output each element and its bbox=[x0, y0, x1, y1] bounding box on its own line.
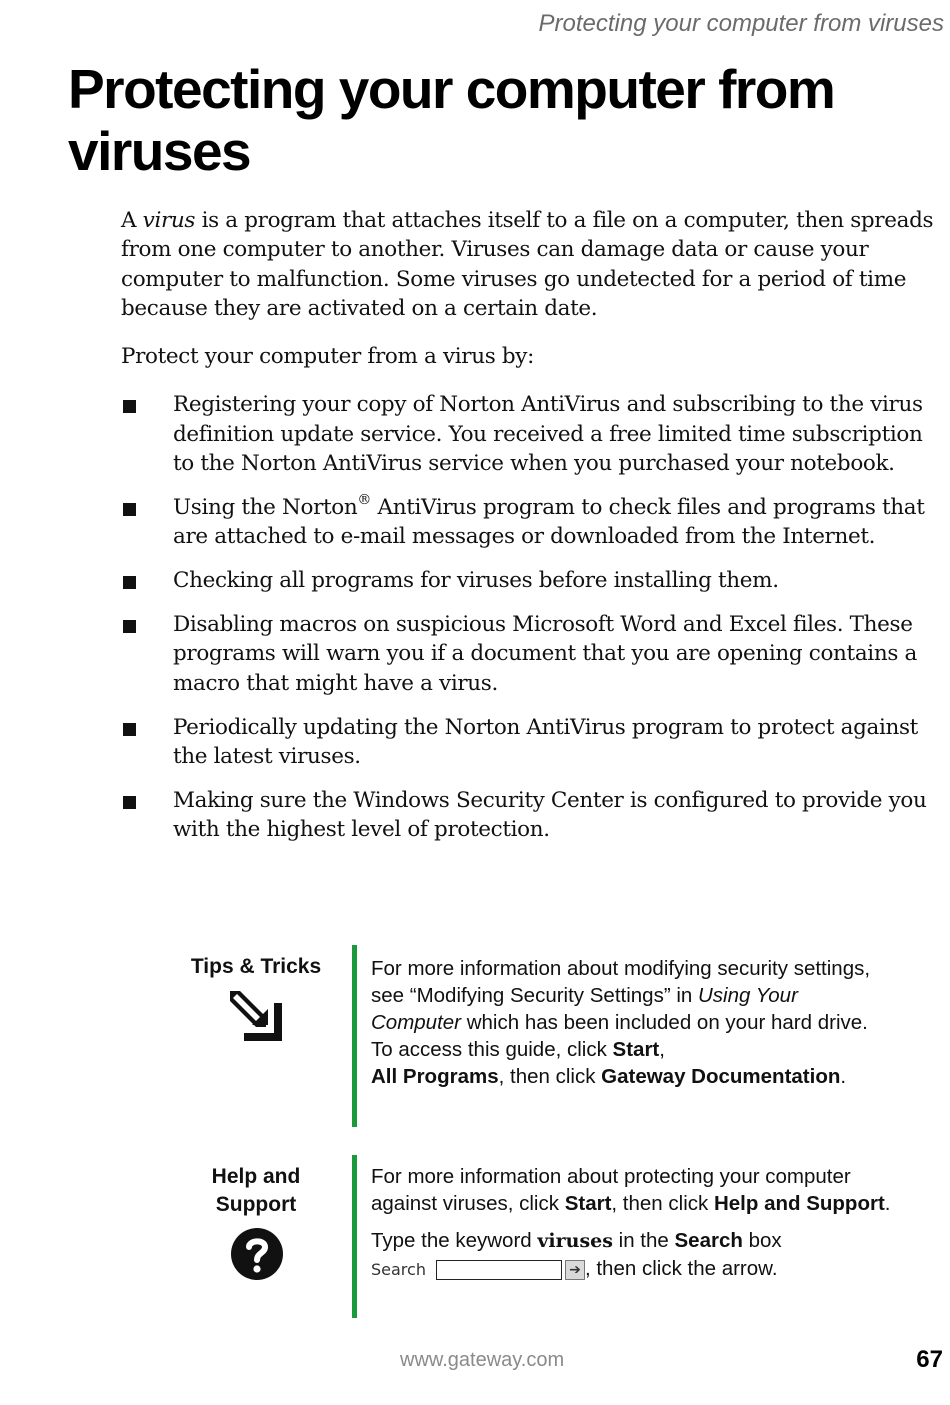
then-click-arrow: , then click the arrow. bbox=[584, 1257, 778, 1280]
list-item bbox=[121, 390, 941, 478]
intro-paragraph bbox=[121, 206, 941, 323]
tips-comma: , bbox=[659, 1038, 665, 1061]
list-item bbox=[121, 713, 941, 772]
list-item-text: AntiVirus program to check files and programs that are attached to e-mail messages or downloaded from the Internet. bbox=[173, 494, 925, 550]
tips-gateway-documentation: Gateway Documentation bbox=[601, 1065, 841, 1088]
square-bullet-icon bbox=[123, 400, 136, 413]
search-widget-illustration bbox=[371, 1256, 585, 1283]
type-lead: Type the keyword bbox=[371, 1229, 538, 1252]
list-item bbox=[121, 566, 941, 595]
square-bullet-icon bbox=[123, 503, 136, 516]
square-bullet-icon bbox=[123, 796, 136, 809]
help-text-2: , then click bbox=[611, 1192, 714, 1215]
list-item-text: Making sure the Windows Security Center is configured to provide you with the highest level of protection. bbox=[173, 787, 927, 843]
help-text bbox=[371, 1163, 891, 1293]
list-item bbox=[121, 493, 941, 552]
tips-text bbox=[371, 955, 891, 1090]
registered-mark: ® bbox=[357, 491, 372, 508]
list-item-text: Disabling macros on suspicious Microsoft Word and Excel files. These programs will warn you if a document that you are opening contains a macro that might have a virus. bbox=[173, 612, 917, 696]
tips-callout bbox=[0, 945, 950, 1130]
tips-label: Tips & Tricks bbox=[190, 955, 322, 978]
title-line-2: viruses bbox=[68, 120, 251, 182]
help-label: Help and Support bbox=[211, 1165, 301, 1216]
help-start: Start bbox=[564, 1192, 612, 1215]
help-callout bbox=[0, 1155, 950, 1320]
square-bullet-icon bbox=[123, 723, 136, 736]
body-text bbox=[121, 206, 941, 859]
protection-list bbox=[121, 390, 941, 844]
protect-lead: Protect your computer from a virus by: bbox=[121, 344, 534, 370]
tips-text-3: , then click bbox=[498, 1065, 602, 1088]
running-header: Protecting your computer from viruses bbox=[538, 10, 944, 37]
page-number: 67 bbox=[916, 1346, 943, 1373]
search-bold-label: Search bbox=[674, 1229, 743, 1252]
page-title bbox=[68, 58, 928, 182]
tips-text-1: For more information about modifying security settings, see “Modifying Security Settings” in bbox=[371, 957, 871, 1007]
in-the: in the bbox=[612, 1229, 675, 1252]
help-period: . bbox=[884, 1192, 891, 1215]
list-item-text: Periodically updating the Norton AntiVirus program to protect against the latest viruses. bbox=[173, 714, 918, 769]
help-paragraph bbox=[371, 1163, 891, 1217]
list-item-text: Registering your copy of Norton AntiVirus and subscribing to the virus definition update service. You received a free limited time subscription to the Norton AntiVirus service when you purchased your notebook. bbox=[173, 392, 923, 477]
tips-period: . bbox=[840, 1065, 847, 1088]
arrow-right-icon: ➔ bbox=[565, 1260, 585, 1280]
list-item bbox=[121, 610, 941, 698]
help-accent-bar bbox=[352, 1155, 357, 1318]
tips-all-programs: All Programs bbox=[371, 1065, 499, 1088]
square-bullet-icon bbox=[123, 620, 136, 633]
box-text: box bbox=[742, 1229, 782, 1252]
search-widget-label: Search bbox=[371, 1260, 426, 1280]
search-instruction bbox=[371, 1227, 891, 1283]
tips-accent-bar bbox=[352, 945, 357, 1127]
intro-lead: A bbox=[121, 208, 143, 233]
tips-guide-title: Using Your Computer bbox=[371, 984, 798, 1034]
help-question-icon bbox=[230, 1227, 284, 1281]
tips-text-2: which has been included on your hard drive. To access this guide, click bbox=[371, 1011, 868, 1061]
intro-term: virus bbox=[142, 208, 196, 233]
intro-rest: is a program that attaches itself to a file on a computer, then spreads from one computer to another. Viruses can damage data or cause your computer to malfunction. Some viruses go undetected for a period of time because they are activated on a certain date. bbox=[121, 208, 934, 321]
keyword-viruses: viruses bbox=[537, 1230, 613, 1252]
tips-start: Start bbox=[612, 1038, 660, 1061]
list-item bbox=[121, 786, 941, 845]
title-line-1: Protecting your computer from bbox=[68, 58, 835, 120]
list-item-text: Using the Norton bbox=[173, 494, 358, 520]
help-help-and-support: Help and Support bbox=[713, 1192, 885, 1215]
list-item-text: Checking all programs for viruses before installing them. bbox=[173, 568, 779, 594]
footer-url: www.gateway.com bbox=[400, 1349, 565, 1371]
square-bullet-icon bbox=[123, 576, 136, 589]
tips-tricks-icon bbox=[228, 989, 284, 1045]
search-box-illustration bbox=[436, 1260, 562, 1280]
help-text-1: For more information about protecting your computer against viruses, click bbox=[371, 1165, 851, 1215]
